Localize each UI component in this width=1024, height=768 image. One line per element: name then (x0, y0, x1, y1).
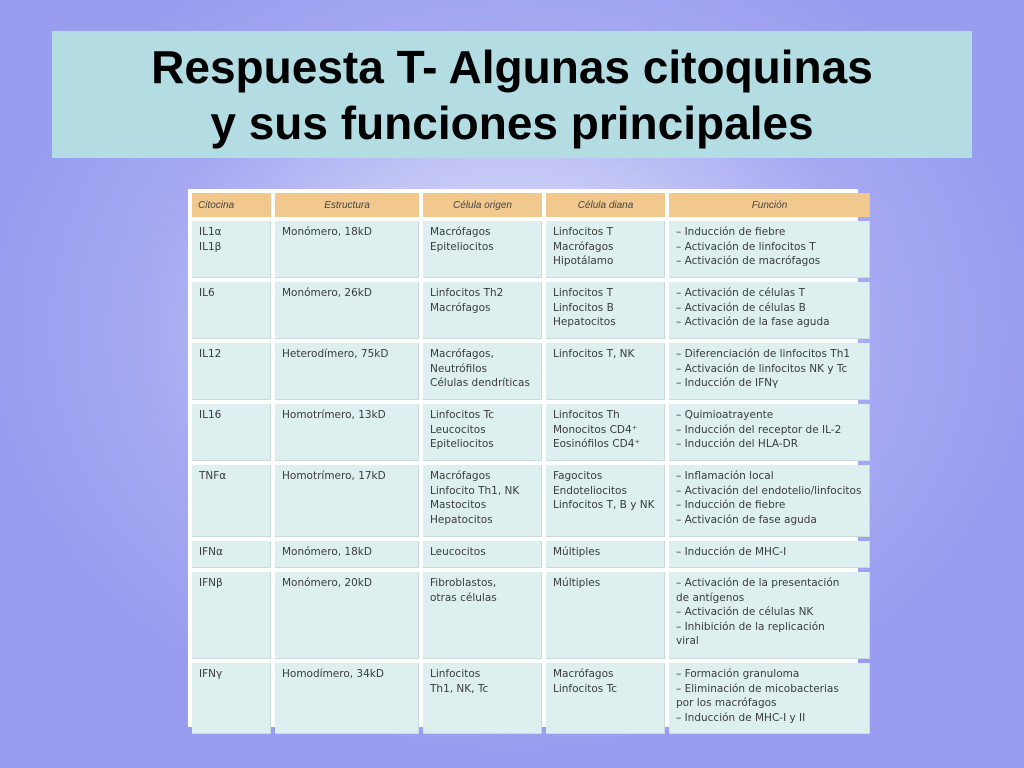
slide-title-box (52, 31, 972, 158)
cell-line: Monómero, 26kD (282, 287, 372, 299)
cell-line: – Activación de linfocitos NK y Tc (676, 362, 848, 375)
cell-line: Monocitos CD4⁺ (553, 423, 638, 436)
cell-line: Epiteliocitos (430, 438, 494, 450)
cell-line: Múltiples (553, 577, 601, 589)
cell-line: Homodímero, 34kD (282, 668, 384, 680)
origin-cell (423, 404, 542, 461)
cell-line: Linfocitos Th (553, 409, 620, 421)
cell-line: Linfocitos Th2 (430, 287, 504, 299)
cell-line: – Inducción del receptor de IL-2 (676, 423, 842, 436)
header-celula-diana: Célula diana (546, 193, 665, 217)
structure-cell (275, 663, 419, 734)
cell-line: otras células (430, 591, 497, 604)
cell-line: IL1α (199, 226, 222, 238)
cytokine-cell (192, 663, 271, 734)
target-cell (546, 404, 665, 461)
cell-line: – Inducción de IFNγ (676, 377, 779, 389)
cell-line: – Inducción de MHC-I (676, 546, 787, 558)
cell-line: IL12 (199, 348, 222, 360)
cell-line: Linfocitos (430, 668, 481, 680)
structure-cell (275, 343, 419, 400)
cell-line: Hipotálamo (553, 255, 614, 267)
target-cell (546, 663, 665, 734)
function-cell (669, 663, 870, 734)
cell-line: Macrófagos (430, 226, 491, 238)
cell-line: Fagocitos (553, 470, 603, 482)
cell-line: – Inducción de fiebre (676, 226, 786, 238)
cell-line: Heterodímero, 75kD (282, 348, 389, 360)
header-celula-origen: Célula origen (423, 193, 542, 217)
cell-line: por los macrófagos (676, 697, 777, 709)
cytokine-cell (192, 404, 271, 461)
cytokine-cell (192, 282, 271, 339)
cell-line: IFNγ (199, 668, 223, 680)
slide-title-line-2: y sus funciones principales (210, 96, 814, 149)
cell-line: Macrófagos (430, 301, 491, 314)
function-cell (669, 221, 870, 278)
cell-line: – Activación de células B (676, 301, 806, 314)
target-cell (546, 572, 665, 659)
cell-line: – Inducción de MHC-I y II (676, 711, 806, 724)
origin-cell (423, 221, 542, 278)
cell-line: – Activación de macrófagos (676, 255, 821, 267)
target-cell (546, 541, 665, 568)
header-funcion: Función (669, 193, 870, 217)
cell-line: Eosinófilos CD4⁺ (553, 438, 640, 450)
cell-line: TNFα (199, 470, 227, 482)
target-cell (546, 282, 665, 339)
cell-line: – Activación de la presentación (676, 577, 840, 589)
cell-line: Th1, NK, Tc (430, 682, 489, 695)
cell-line: Leucocitos (430, 423, 486, 436)
cell-line: – Inducción del HLA-DR (676, 438, 799, 450)
cell-line: Epiteliocitos (430, 240, 494, 253)
function-cell (669, 343, 870, 400)
cytokine-table (188, 189, 862, 727)
cytokine-cell (192, 465, 271, 537)
cell-line: Macrófagos, (430, 348, 494, 360)
cell-line: IL6 (199, 287, 215, 299)
structure-cell (275, 572, 419, 659)
origin-cell (423, 465, 542, 537)
header-estructura: Estructura (275, 193, 419, 217)
cell-line: – Activación del endotelio/linfocitos (676, 484, 862, 497)
cell-line: – Inhibición de la replicación (676, 620, 825, 633)
structure-cell (275, 404, 419, 461)
cell-line: Linfocitos T, NK (553, 348, 635, 360)
cell-line: – Activación de linfocitos T (676, 240, 816, 253)
slide-title-line-1: Respuesta T- Algunas citoquinas (151, 40, 873, 93)
origin-cell (423, 572, 542, 659)
cell-line: Mastocitos (430, 499, 487, 511)
cell-line: – Activación de la fase aguda (676, 316, 830, 328)
cell-line: Homotrímero, 17kD (282, 470, 386, 482)
structure-cell (275, 541, 419, 568)
cell-line: Células dendríticas (430, 377, 530, 389)
cell-line: IFNα (199, 546, 223, 558)
header-citocina: Citocina (192, 193, 271, 217)
function-cell (669, 465, 870, 537)
cell-line: Homotrímero, 13kD (282, 409, 386, 421)
cytokine-cell (192, 541, 271, 568)
cell-line: Endoteliocitos (553, 484, 627, 497)
cell-line: Neutrófilos (430, 362, 488, 375)
cell-line: Macrófagos (430, 470, 491, 482)
cell-line: IFNβ (199, 577, 223, 589)
cell-line: Linfocitos T (553, 226, 613, 238)
cell-line: IL16 (199, 409, 222, 421)
function-cell (669, 404, 870, 461)
cell-line: Hepatocitos (430, 513, 493, 526)
cell-line: viral (676, 635, 699, 647)
origin-cell (423, 343, 542, 400)
cell-line: Linfocito Th1, NK (430, 484, 520, 497)
cell-line: Fibroblastos, (430, 577, 497, 589)
cell-line: Macrófagos (553, 240, 614, 253)
cell-line: Linfocitos T, B y NK (553, 499, 655, 511)
cell-line: – Eliminación de micobacterias (676, 682, 839, 695)
cell-line: Linfocitos B (553, 301, 614, 314)
origin-cell (423, 541, 542, 568)
cell-line: Monómero, 20kD (282, 577, 372, 589)
cell-line: Múltiples (553, 546, 601, 558)
cell-line: – Inflamación local (676, 470, 774, 482)
cell-line: Linfocitos Tc (430, 409, 494, 421)
origin-cell (423, 663, 542, 734)
structure-cell (275, 221, 419, 278)
function-cell (669, 572, 870, 659)
cell-line: Leucocitos (430, 546, 486, 558)
cell-line: – Activación de células T (676, 287, 805, 299)
cell-line: – Diferenciación de linfocitos Th1 (676, 348, 851, 360)
structure-cell (275, 465, 419, 537)
cell-line: Linfocitos T (553, 287, 613, 299)
cell-line: Linfocitos Tc (553, 682, 617, 695)
cell-line: de antígenos (676, 591, 745, 604)
cytokine-cell (192, 221, 271, 278)
target-cell (546, 221, 665, 278)
target-cell (546, 465, 665, 537)
function-cell (669, 541, 870, 568)
cell-line: Hepatocitos (553, 316, 616, 328)
cytokine-cell (192, 572, 271, 659)
structure-cell (275, 282, 419, 339)
cell-line: – Inducción de fiebre (676, 499, 786, 511)
cell-line: Monómero, 18kD (282, 226, 372, 238)
cytokine-cell (192, 343, 271, 400)
cell-line: – Activación de células NK (676, 606, 814, 618)
cell-line: Macrófagos (553, 668, 614, 680)
cell-line: – Activación de fase aguda (676, 513, 817, 526)
cell-line: Monómero, 18kD (282, 546, 372, 558)
cell-line: – Formación granuloma (676, 668, 800, 680)
cell-line: – Quimioatrayente (676, 409, 774, 421)
cell-line: IL1β (199, 240, 222, 253)
target-cell (546, 343, 665, 400)
origin-cell (423, 282, 542, 339)
function-cell (669, 282, 870, 339)
